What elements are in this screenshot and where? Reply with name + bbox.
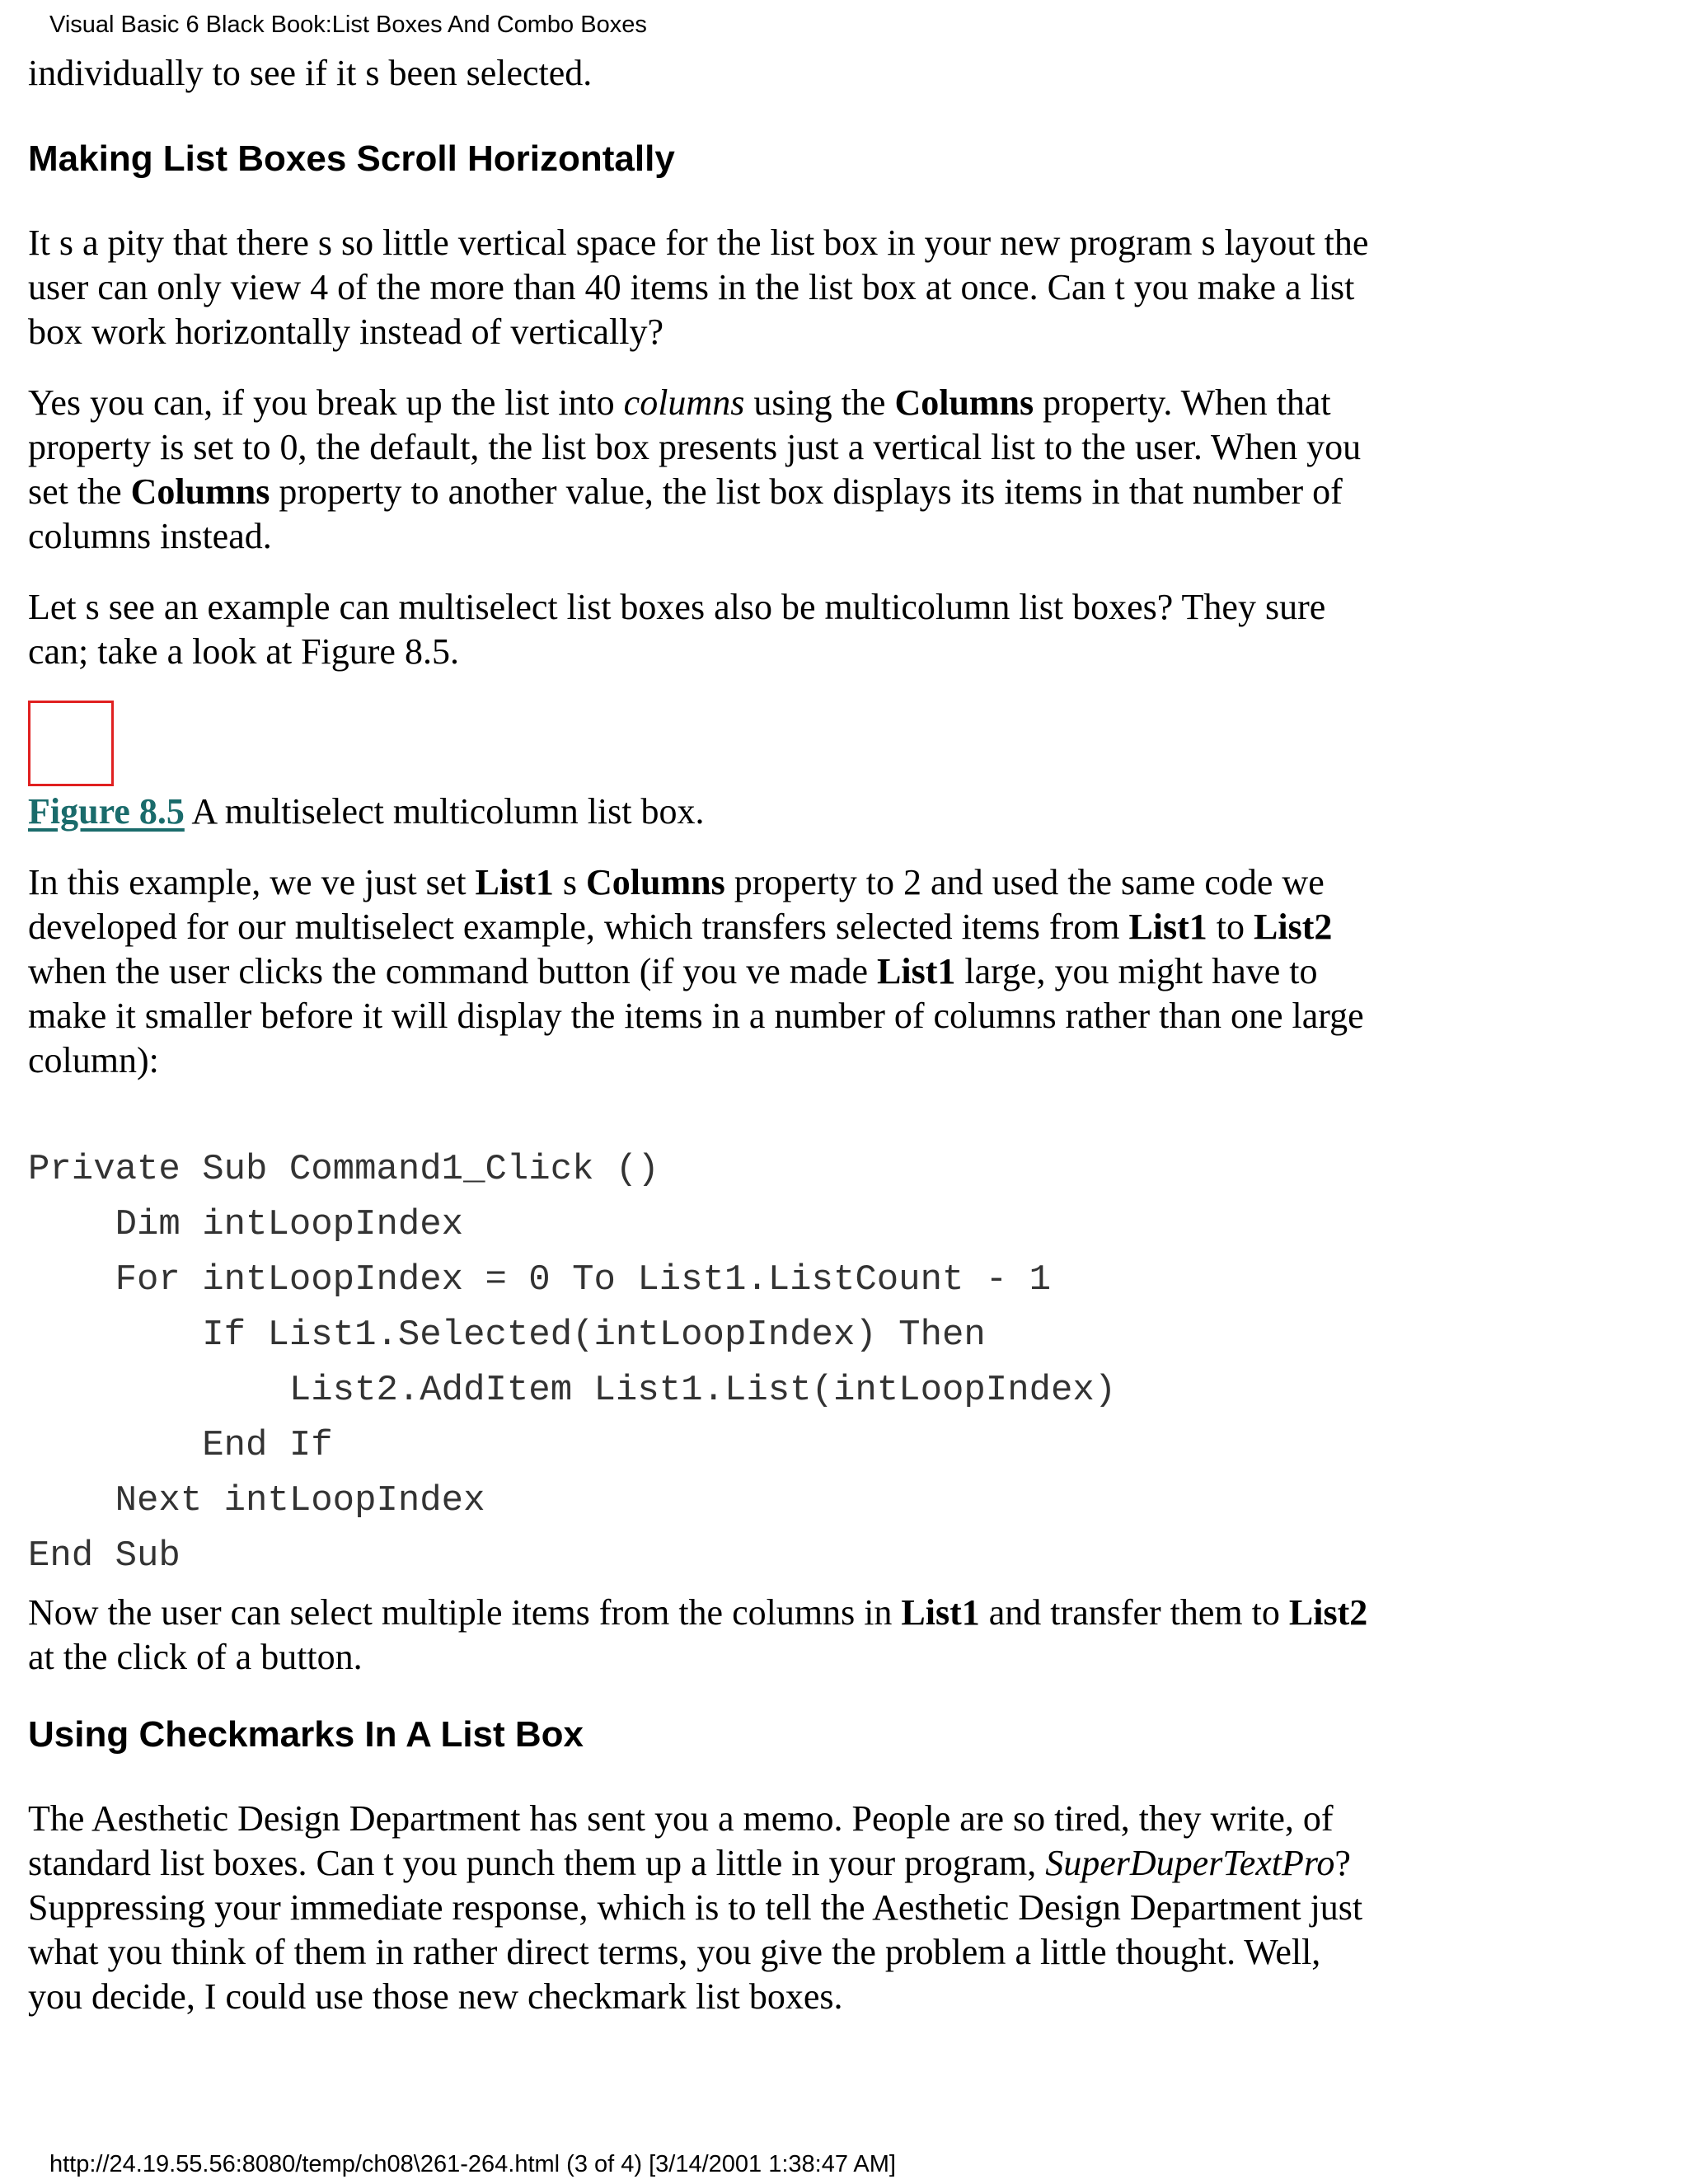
bold-term: List2 <box>1288 1592 1368 1633</box>
bold-term: Columns <box>130 471 270 512</box>
paragraph-aesthetic-memo <box>28 1797 1380 2019</box>
text-run: ? Suppressing your immediate response, which is to tell the Aesthetic Design Department just what you think of them in rather direct terms, you give the problem a little thought. Well, you decide, I could use those new checkmark list boxes. <box>28 1843 1363 2017</box>
text-run: Yes you can, if you break up the list into <box>28 382 624 423</box>
document-body <box>28 51 1380 2046</box>
bold-term: List2 <box>1254 907 1333 947</box>
text-run: s <box>553 862 587 902</box>
paragraph-columns-property <box>28 381 1380 559</box>
italic-term: SuperDuperTextPro <box>1045 1843 1335 1883</box>
heading-checkmarks: Using Checkmarks In A List Box <box>28 1714 584 1755</box>
bold-term: Columns <box>586 862 725 902</box>
text-run: large, you might have to make it smaller before it will display the items in a number of columns rather than one large column): <box>28 951 1364 1080</box>
figure-image-placeholder <box>28 701 114 786</box>
text-run: property. When that property is set to 0, the default, the list box presents just a vertical list to the user. When you set the <box>28 382 1362 512</box>
bold-term: List1 <box>475 862 554 902</box>
text-run: using the <box>744 382 895 423</box>
bold-term: List1 <box>901 1592 980 1633</box>
heading-scroll-horizontally: Making List Boxes Scroll Horizontally <box>28 138 675 179</box>
page-footer-url: http://24.19.55.56:8080/temp/ch08\261-264.html (3 of 4) [3/14/2001 1:38:47 AM] <box>49 2151 896 2177</box>
paragraph-example-explanation <box>28 860 1380 1083</box>
text-run: Now the user can select multiple items from the columns in <box>28 1592 902 1633</box>
text-run: to <box>1207 907 1254 947</box>
italic-term: columns <box>623 382 745 423</box>
page-header-title: Visual Basic 6 Black Book:List Boxes And Combo Boxes <box>49 12 647 38</box>
text-run: property to 2 and used the same code we developed for our multiselect example, which transfers selected items from <box>28 862 1325 947</box>
text-run: The Aesthetic Design Department has sent you a memo. People are so tired, they write, of standard list boxes. Can t you punch them up a little in your program, <box>28 1798 1334 1883</box>
paragraph-example-intro: Let s see an example can multiselect list boxes also be multicolumn list boxes? They sure can; take a look at Figure 8.5. <box>28 587 1326 672</box>
text-run: In this example, we ve just set <box>28 862 476 902</box>
figure-caption <box>28 790 1380 834</box>
text-run: at the click of a button. <box>28 1637 363 1677</box>
paragraph-continuation: individually to see if it s been selected. <box>28 53 593 93</box>
figure-link[interactable]: Figure 8.5 <box>28 791 185 832</box>
figure-caption-text: A multiselect multicolumn list box. <box>184 791 705 832</box>
code-block: Private Sub Command1_Click () Dim intLoopIndex For intLoopIndex = 0 To List1.ListCount - 1 If List1.Selected(intLoopIndex) Then List2.AddItem List1.List(intLoopIndex) End If Next intLoopIndex End Sub <box>28 1149 1117 1577</box>
bold-term: Columns <box>894 382 1034 423</box>
text-run: property to another value, the list box displays its items in that number of columns instead. <box>28 471 1343 556</box>
text-run: and transfer them to <box>979 1592 1289 1633</box>
paragraph-result <box>28 1591 1380 1680</box>
paragraph-vertical-space: It s a pity that there s so little vertical space for the list box in your new program s layout the user can only view 4 of the more than 40 items in the list box at once. Can t you make a list box work horizontally instead of vertically? <box>28 223 1369 352</box>
bold-term: List1 <box>877 951 956 991</box>
text-run: when the user clicks the command button (if you ve made <box>28 951 878 991</box>
bold-term: List1 <box>1128 907 1207 947</box>
